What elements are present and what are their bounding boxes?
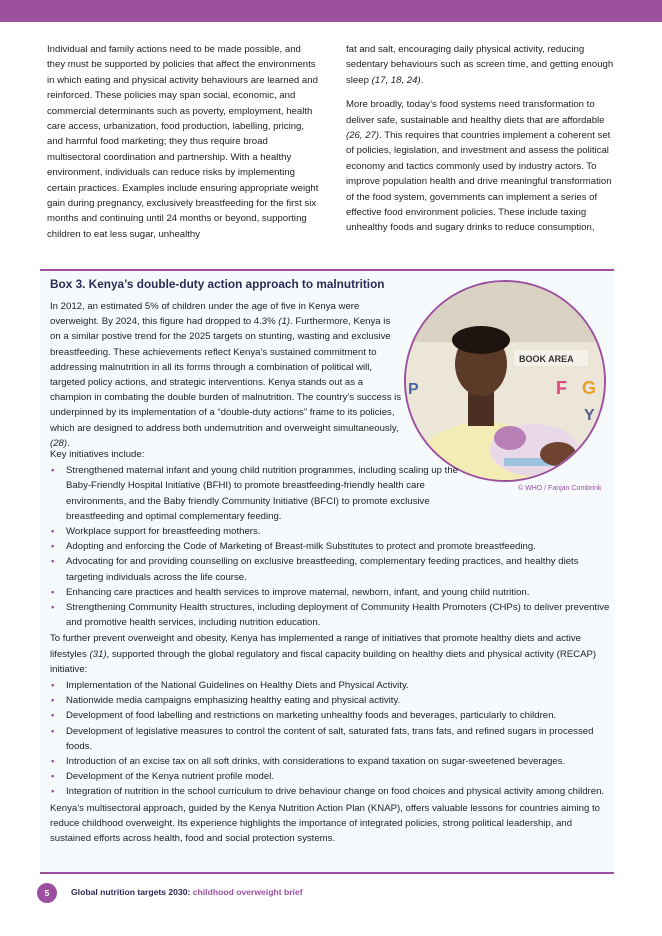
svg-text:G: G <box>582 378 597 398</box>
box-title: Box 3. Kenya’s double-duty action approach to malnutrition <box>50 277 385 291</box>
closing-paragraph: Kenya’s multisectoral approach, guided by the Kenya Nutrition Action Plan (KNAP), offers valuable lessons for countries aiming to reduce childhood overweight. Its experience highlights the importance of integrated policies, strong political leadership, and sustained efforts across health, food and social protection systems. <box>50 802 600 845</box>
page-footer <box>37 883 617 905</box>
text: . <box>67 437 70 449</box>
list-item: • Advocating for and providing counselling on exclusive breastfeeding, complementary feeding practices, and healthy diets targeting individuals across the life course. <box>50 554 610 584</box>
list-item: • Nationwide media campaigns emphasizing healthy eating and physical activity. <box>50 693 610 708</box>
text: In 2012, an estimated 5% of children under the age of five in Kenya were overweight. By 2024, this figure had dropped to 4.3% <box>50 301 360 328</box>
citation: (28) <box>50 437 68 449</box>
right-column <box>346 42 619 242</box>
list-item: • Enhancing care practices and health services to improve maternal, newborn, infant, and young child nutrition. <box>50 585 610 600</box>
text: fat and salt, encouraging daily physical activity, reducing sedentary behaviours such as screen time, and getting enough sleep <box>346 44 614 86</box>
svg-text:Y: Y <box>584 407 595 424</box>
prevent-initiatives-list <box>50 678 610 800</box>
footer-subtitle: childhood overweight brief <box>192 887 303 897</box>
key-heading: Key initiatives include: <box>50 449 145 460</box>
list-item: • Integration of nutrition in the school curriculum to drive behaviour change on food choices and physical activity among children. <box>50 784 610 799</box>
page-number: 5 <box>37 883 57 903</box>
list-item: • Implementation of the National Guidelines on Healthy Diets and Physical Activity. <box>50 678 610 693</box>
list-item: • Development of legislative measures to control the content of salt, saturated fats, trans fats, and refined sugars in processed foods. <box>50 724 610 754</box>
list-item: • Introduction of an excise tax on all soft drinks, with considerations to expand taxation on sugar-sweetened beverages. <box>50 754 610 769</box>
footer-title <box>71 887 303 897</box>
text: . This requires that countries implement a coherent set of policies, legislation, and investment and assess the political economy and tactics commonly used by industry actors. To improve population health and drive meaningful transformation of the food system, governments can implement a series of effective food environment policies. These include taxing unhealthy foods and sugary drinks to reduce consumption, <box>346 130 612 234</box>
list-item: • Adopting and enforcing the Code of Marketing of Breast-milk Substitutes to protect and promote breastfeeding. <box>50 539 610 554</box>
text: . <box>420 74 424 86</box>
photo-sign-text: BOOK AREA <box>519 354 574 364</box>
two-column-text <box>47 42 619 242</box>
right-paragraph-2 <box>346 97 619 236</box>
text: More broadly, today’s food systems need transformation to deliver safe, sustainable and healthy diets that are affordable <box>346 99 605 126</box>
list-item: • Strengthening Community Health structures, including deployment of Community Health Promoters (CHPs) to deliver preventive and promotive health services, including nutrition education. <box>50 600 610 630</box>
svg-text:F: F <box>556 378 567 398</box>
list-item: • Development of the Kenya nutrient profile model. <box>50 769 610 784</box>
text: , supported through the global regulatory and fiscal capacity building on healthy diets and physical activity (RECAP) initiative: <box>50 648 597 675</box>
key-initiatives-list <box>50 463 610 630</box>
list-item: • Strengthened maternal infant and young child nutrition programmes, including scaling up the Baby-Friendly Hospital Initiative (BFHI) to promote breastfeeding-friendly health care environments, and the Baby friendly Community Initiative (BFCI) to promote exclusive breastfeeding and optimal complementary feeding. <box>50 463 480 524</box>
right-paragraph-1 <box>346 42 619 88</box>
header-band <box>0 0 662 22</box>
text: . Furthermore, Kenya is on a similar postive trend for the 2025 targets on stunting, wasting and exclusive breastfeeding. These achievements reflect Kenya’s sustained commitment to addressing malnutrition in all its forms through a combination of political will, targeted policy actions, and strategic interventions. Kenya stands out as a champion in combating the double burden of malnutrition. The country’s success is underpinned by its implementation of a “double-duty actions” frame to its policies, which are designed to address both undernutrition and overweight simultaneously, <box>50 316 402 434</box>
citation: (1) <box>278 316 290 328</box>
left-paragraph: Individual and family actions need to be made possible, and they must be supported by policies that affect the environments in which eating and physical activity behaviours are learned and reinforced. These policies may span social, economic, and commercial determinants such as poverty, employment, health care access, urbanization, food production, labelling, pricing, and harmful food marketing; they thus require broad multisectoral coordination and partnership. With a healthy environment, individuals can reduce risks by implementing certain practices. Examples include ensuring appropriate weight gain during pregnancy, exclusively breastfeeding for the first six months and continuing until 24 months or beyond, supporting children to eat less sugar, unhealthy <box>47 44 319 240</box>
key-initiatives-section <box>50 447 610 846</box>
citation: (17, 18, 24) <box>371 74 421 86</box>
list-item: • Development of food labelling and restrictions on marketing unhealthy foods and beverages, particularly to children. <box>50 708 610 723</box>
left-column <box>47 42 320 242</box>
footer-title-main: Global nutrition targets 2030: <box>71 887 193 897</box>
list-item: • Workplace support for breastfeeding mothers. <box>50 524 610 539</box>
photo-credit: © WHO / Fanjan Combrink <box>518 485 602 492</box>
citation: (31) <box>89 648 107 660</box>
prevent-paragraph <box>50 631 610 677</box>
text: To further prevent overweight and obesity, Kenya has implemented a range of initiatives that promote healthy diets and active lifestyles <box>50 633 581 660</box>
svg-text:P: P <box>408 381 419 398</box>
kenya-case-box <box>40 269 614 874</box>
citation: (26, 27) <box>346 130 380 142</box>
box-intro <box>50 299 402 451</box>
